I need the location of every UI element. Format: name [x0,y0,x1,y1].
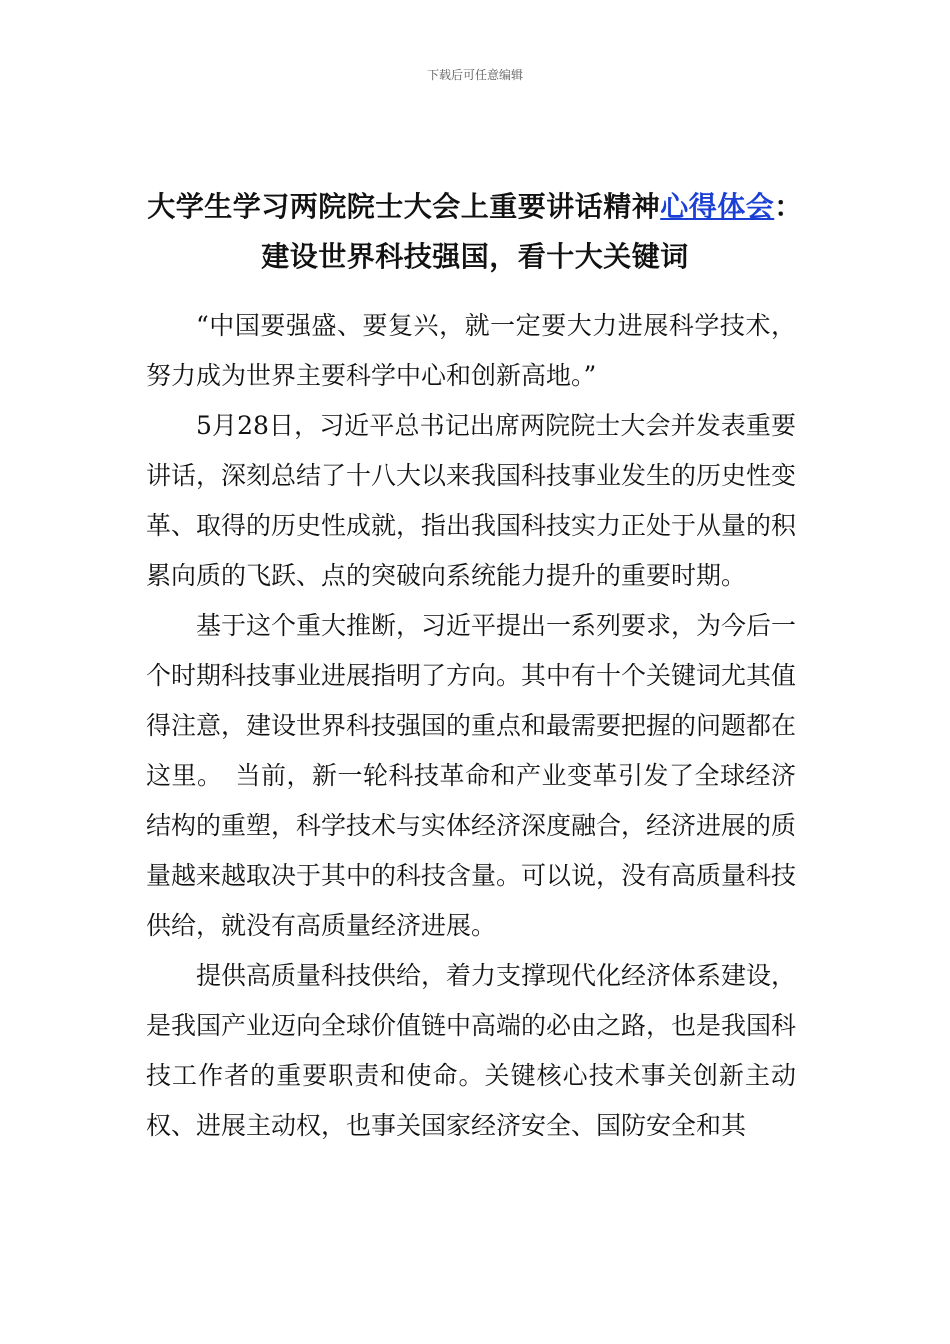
title-link-xindetihui[interactable]: 心得体会 [660,190,775,223]
paragraph-3: 基于这个重大推断，习近平提出一系列要求，为今后一个时期科技事业进展指明了方向。其中有十个关键词尤其值得注意，建设世界科技强国的重点和最需要把握的问题都在这里。 当前，新一轮科技革命和产业变革引发了全球经济结构的重塑，科学技术与实体经济深度融合，经济进展的质量越来越取决于其中的科技含量。可以说，没有高质量科技供给，就没有高质量经济进展。 [146,611,797,940]
page-header: 下载后可任意编辑 [426,68,523,82]
document-body [146,301,796,1151]
title-line-2: 建设世界科技强国，看十大关键词 [261,240,689,273]
paragraph-quote: “中国要强盛、要复兴，就一定要大力进展科学技术，努力成为世界主要科学中心和创新高地。” [146,311,796,390]
paragraph-4: 提供高质量科技供给，着力支撑现代化经济体系建设，是我国产业迈向全球价值链中高端的必由之路，也是我国科技工作者的重要职责和使命。关键核心技术事关创新主动权、进展主动权，也事关国家经济安全、国防安全和其 [146,961,797,1140]
paragraph-2: 5月28日，习近平总书记出席两院院士大会并发表重要讲话，深刻总结了十八大以来我国科技事业发生的历史性变革、取得的历史性成就，指出我国科技实力正处于从量的积累向质的飞跃、点的突破向系统能力提升的重要时期。 [146,411,797,590]
title-suffix: ： [774,190,803,223]
document-title [100,182,850,282]
title-line-1 [100,182,850,232]
title-prefix: 大学生学习两院院士大会上重要讲话精神 [147,190,661,223]
